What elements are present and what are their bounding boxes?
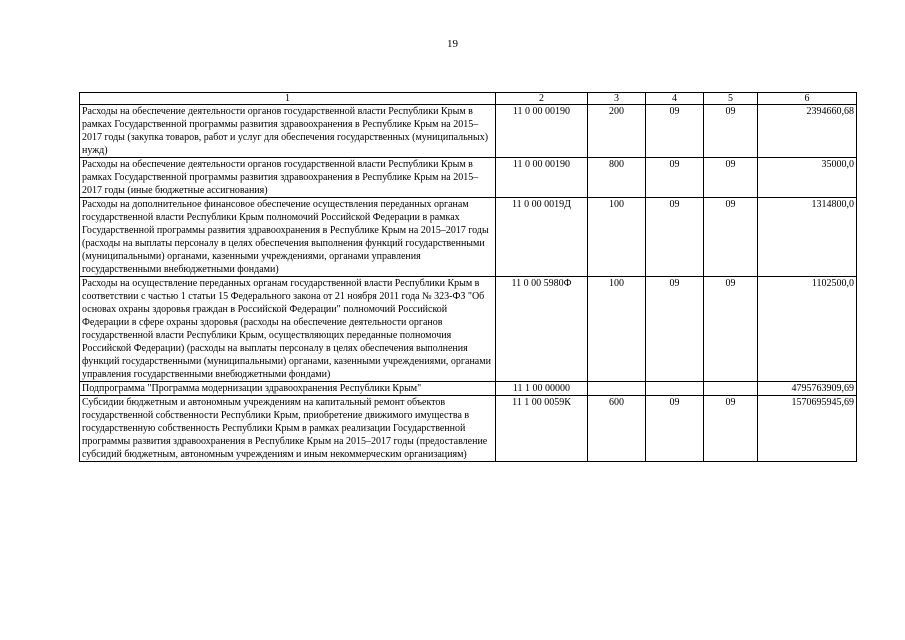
row-col-4 (646, 382, 704, 396)
row-code: 11 0 00 00190 (496, 105, 588, 158)
table-row (80, 198, 857, 277)
row-amount: 1102500,0 (758, 277, 857, 382)
row-col-4: 09 (646, 277, 704, 382)
row-code: 11 1 00 0059К (496, 396, 588, 462)
row-amount: 35000,0 (758, 158, 857, 198)
row-col-3: 600 (588, 396, 646, 462)
row-amount: 2394660,68 (758, 105, 857, 158)
row-code: 11 0 00 0019Д (496, 198, 588, 277)
page-number: 19 (447, 38, 458, 50)
row-code: 11 0 00 5980Ф (496, 277, 588, 382)
table-row (80, 396, 857, 462)
row-col-5: 09 (704, 396, 758, 462)
table-row (80, 382, 857, 396)
header-col-2: 2 (496, 93, 588, 105)
row-col-5: 09 (704, 105, 758, 158)
row-description: Расходы на обеспечение деятельности органов государственной власти Республики Крым в рамках Государственной программы развития здравоохранения в Республике Крым на 2015–2017 годы (иные бюджетные ассигнования) (80, 158, 496, 198)
row-amount: 4795763909,69 (758, 382, 857, 396)
row-code: 11 0 00 00190 (496, 158, 588, 198)
row-col-4: 09 (646, 105, 704, 158)
row-amount: 1570695945,69 (758, 396, 857, 462)
budget-table (79, 92, 857, 462)
row-description: Расходы на дополнительное финансовое обеспечение осуществления переданных органам государственной власти Республики Крым полномочий Российской Федерации в рамках Государственной программы развития здравоохранения в Республике Крым на 2015–2017 годы (расходы на выплаты персоналу в целях обеспечения выполнения функций государственными (муниципальными) органами, казенными учреждениями, органами управления государственными внебюджетными фондами) (80, 198, 496, 277)
header-col-3: 3 (588, 93, 646, 105)
row-col-3: 200 (588, 105, 646, 158)
row-col-4: 09 (646, 158, 704, 198)
header-col-6: 6 (758, 93, 857, 105)
row-col-5: 09 (704, 158, 758, 198)
row-code: 11 1 00 00000 (496, 382, 588, 396)
row-description: Подпрограмма "Программа модернизации здравоохранения Республики Крым" (80, 382, 496, 396)
header-col-4: 4 (646, 93, 704, 105)
row-col-3: 100 (588, 198, 646, 277)
row-col-5 (704, 382, 758, 396)
row-col-3 (588, 382, 646, 396)
row-col-5: 09 (704, 277, 758, 382)
row-col-4: 09 (646, 198, 704, 277)
row-col-5: 09 (704, 198, 758, 277)
row-col-3: 100 (588, 277, 646, 382)
row-description: Расходы на осуществление переданных органам государственной власти Республики Крым в соответствии с частью 1 статьи 15 Федерального закона от 21 ноября 2011 года № 323-ФЗ "Об основах охраны здоровья граждан в Российской Федерации" полномочий Российской Федерации в сфере охраны здоровья (расходы на обеспечение деятельности органов государственной власти Республики Крым, осуществляющих переданные полномочия Российской Федерации) (расходы на выплаты персоналу в целях обеспечения выполнения функций государственными (муниципальными) органами, казенными учреждениями, органами управления государственными внебюджетными фондами) (80, 277, 496, 382)
row-col-3: 800 (588, 158, 646, 198)
table-row (80, 158, 857, 198)
header-col-1: 1 (80, 93, 496, 105)
row-col-4: 09 (646, 396, 704, 462)
row-description: Субсидии бюджетным и автономным учреждениям на капитальный ремонт объектов государственной собственности Республики Крым, приобретение движимого имущества в государственную собственность Республики Крым в рамках реализации Государственной программы развития здравоохранения в Республике Крым на 2015–2017 годы (предоставление субсидий бюджетным, автономным учреждениям и иным некоммерческим организациям) (80, 396, 496, 462)
row-description: Расходы на обеспечение деятельности органов государственной власти Республики Крым в рамках Государственной программы развития здравоохранения в Республике Крым на 2015–2017 годы (закупка товаров, работ и услуг для обеспечения государственных (муниципальных) нужд) (80, 105, 496, 158)
table-row (80, 105, 857, 158)
header-col-5: 5 (704, 93, 758, 105)
table-row (80, 277, 857, 382)
row-amount: 1314800,0 (758, 198, 857, 277)
table-header-row (80, 93, 857, 105)
